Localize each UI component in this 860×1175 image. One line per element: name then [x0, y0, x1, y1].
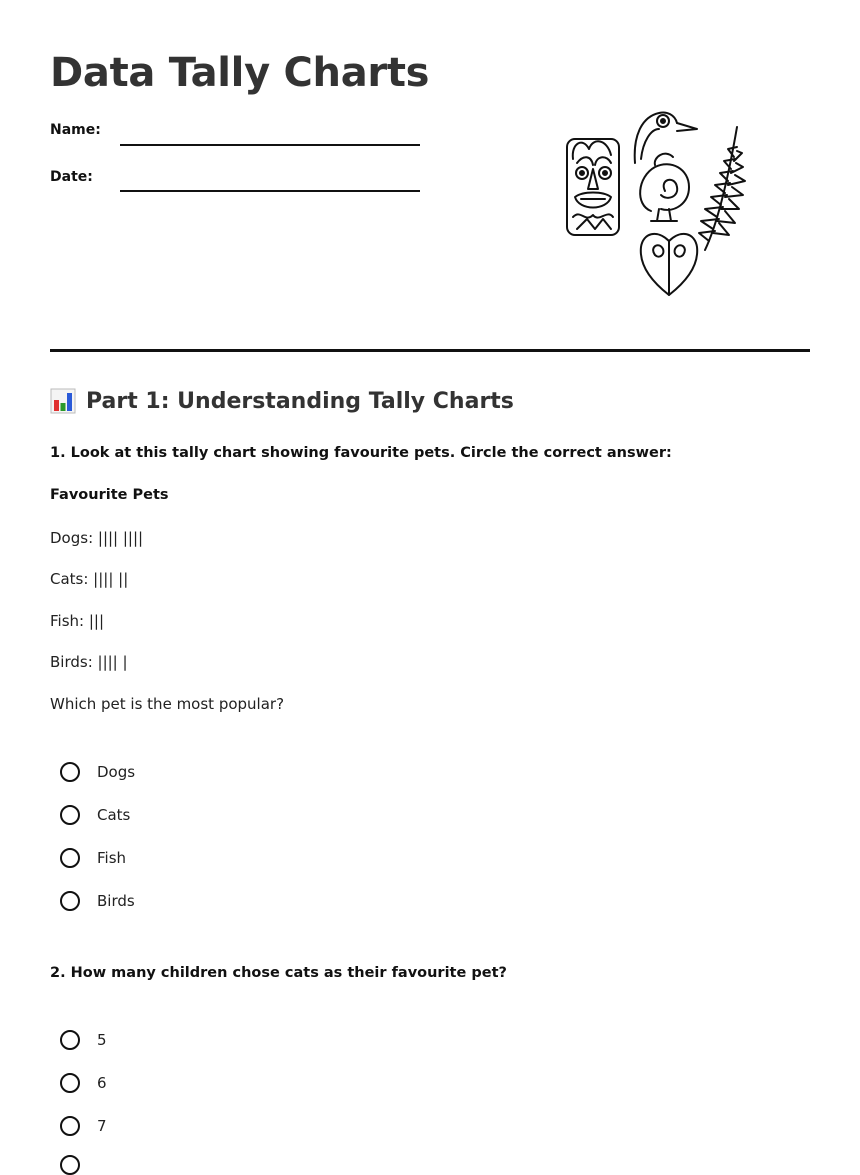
- tally-row-cats: Cats: |||| ||: [50, 570, 129, 588]
- radio-circle-icon[interactable]: [60, 1073, 80, 1093]
- bar-chart-icon: [50, 388, 76, 414]
- radio-circle-icon[interactable]: [60, 1155, 80, 1175]
- option-label: Birds: [97, 892, 135, 910]
- option-label: Dogs: [97, 763, 136, 781]
- name-label: Name:: [50, 122, 101, 138]
- bird-head-icon: [635, 112, 697, 163]
- part1-heading: [50, 388, 514, 414]
- kiwi-bird-icon: [640, 154, 689, 221]
- q1-option-cats[interactable]: [60, 805, 130, 825]
- radio-circle-icon[interactable]: [60, 762, 80, 782]
- option-label: 5: [97, 1031, 107, 1049]
- name-field[interactable]: [120, 144, 420, 146]
- part1-heading-text: Part 1: Understanding Tally Charts: [86, 388, 514, 414]
- radio-circle-icon[interactable]: [60, 848, 80, 868]
- radio-circle-icon[interactable]: [60, 1116, 80, 1136]
- maori-art-illustration: [555, 105, 785, 305]
- option-label: Fish: [97, 849, 127, 867]
- radio-circle-icon[interactable]: [60, 805, 80, 825]
- page-title: Data Tally Charts: [50, 50, 430, 96]
- q1-option-dogs[interactable]: [60, 762, 135, 782]
- q2-option-6[interactable]: [60, 1073, 107, 1093]
- option-label: 7: [97, 1117, 107, 1135]
- date-label: Date:: [50, 169, 93, 185]
- q2-option-7[interactable]: [60, 1116, 107, 1136]
- tiki-carving-icon: [567, 139, 619, 235]
- koru-leaf-icon: [641, 234, 697, 295]
- tally-row-dogs: Dogs: |||| ||||: [50, 529, 144, 547]
- q1-option-birds[interactable]: [60, 891, 135, 911]
- q2-option-next-partial[interactable]: [60, 1155, 80, 1175]
- q1-option-fish[interactable]: [60, 848, 126, 868]
- tally-row-fish: Fish: |||: [50, 612, 105, 630]
- tally-chart-title: Favourite Pets: [50, 487, 169, 503]
- radio-circle-icon[interactable]: [60, 891, 80, 911]
- fern-frond-icon: [699, 127, 745, 250]
- q2-option-5[interactable]: [60, 1030, 107, 1050]
- radio-circle-icon[interactable]: [60, 1030, 80, 1050]
- option-label: Cats: [97, 806, 131, 824]
- date-field[interactable]: [120, 190, 420, 192]
- option-label: 6: [97, 1074, 107, 1092]
- tally-row-birds: Birds: |||| |: [50, 653, 128, 671]
- question-1-prompt: 1. Look at this tally chart showing favourite pets. Circle the correct answer:: [50, 445, 672, 461]
- section-divider: [50, 349, 810, 352]
- question-2-prompt: 2. How many children chose cats as their favourite pet?: [50, 965, 507, 981]
- question-1-question: Which pet is the most popular?: [50, 695, 285, 713]
